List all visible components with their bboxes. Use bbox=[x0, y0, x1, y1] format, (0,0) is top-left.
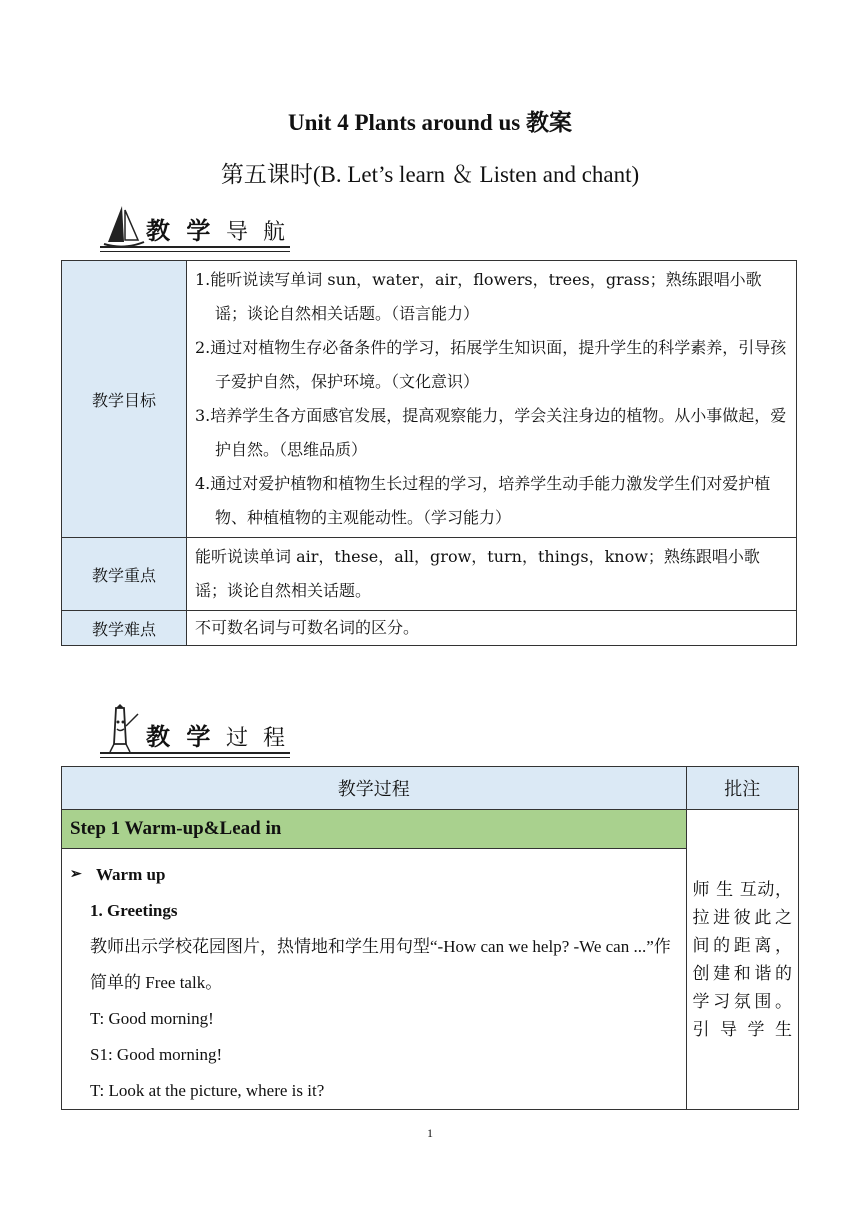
sailboat-icon bbox=[102, 202, 146, 248]
notes-header: 批注 bbox=[686, 767, 798, 810]
greetings-heading: 1. Greetings bbox=[90, 901, 178, 920]
content-line: T: Good morning! bbox=[90, 1009, 214, 1028]
step-title: Step 1 Warm-up&Lead in bbox=[62, 810, 687, 849]
document-subtitle: 第五课时(B. Let’s learn ＆ Listen and chant) bbox=[220, 162, 640, 187]
banner-label: 教 学 导 航 bbox=[146, 217, 289, 245]
objective-item: 3.培养学生各方面感官发展，提高观察能力，学会关注身边的植物。从小事做起，爱护自然。（思维品质） bbox=[195, 406, 787, 459]
document-title: Unit 4 Plants around us 教案 bbox=[288, 110, 572, 135]
process-header: 教学过程 bbox=[62, 767, 687, 810]
difficulties-label: 教学难点 bbox=[62, 611, 187, 646]
pencil-character-icon bbox=[102, 704, 146, 754]
content-line: T: Look at the picture, where is it? bbox=[90, 1081, 325, 1100]
objective-item: 1.能听说读写单词 sun，water，air，flowers，trees，grass；熟练跟唱小歌谣；谈论自然相关话题。（语言能力） bbox=[195, 270, 762, 323]
objective-item: 2.通过对植物生存必备条件的学习，拓展学生知识面，提升学生的科学素养，引导孩子爱护自然，保护环境。（文化意识） bbox=[195, 338, 787, 391]
banner-label: 教 学 过 程 bbox=[146, 723, 289, 751]
objectives-cell bbox=[187, 261, 797, 538]
objective-item: 4.通过对爱护植物和植物生长过程的学习，培养学生动手能力激发学生们对爱护植物、种植植物的主观能动性。（学习能力） bbox=[195, 474, 771, 527]
section-banner-process bbox=[100, 706, 290, 758]
content-line: S1: Good morning! bbox=[90, 1045, 223, 1064]
note-cell: 师 生 互动，拉进彼此之间的距离，创建和谐的学习氛围。引导学生 bbox=[686, 810, 798, 1110]
key-points-text: 能听说读单词 air，these，all，grow，turn，things，know；熟练跟唱小歌谣；谈论自然相关话题。 bbox=[187, 538, 797, 611]
teaching-process-table bbox=[61, 766, 799, 1110]
step-content bbox=[62, 849, 687, 1110]
teaching-goals-table bbox=[61, 260, 797, 646]
section-banner-navigation bbox=[100, 200, 290, 252]
key-points-label: 教学重点 bbox=[62, 538, 187, 611]
objectives-label: 教学目标 bbox=[62, 261, 187, 538]
content-line: 教师出示学校花园图片，热情地和学生用句型“-How can we help? -We can ...”作简单的 Free talk。 bbox=[90, 937, 671, 992]
warm-up-heading: ➢ Warm up bbox=[70, 857, 678, 893]
page-number: 1 bbox=[427, 1126, 433, 1140]
difficulties-text: 不可数名词与可数名词的区分。 bbox=[187, 611, 797, 646]
arrow-bullet-icon: ➢ bbox=[70, 867, 82, 882]
